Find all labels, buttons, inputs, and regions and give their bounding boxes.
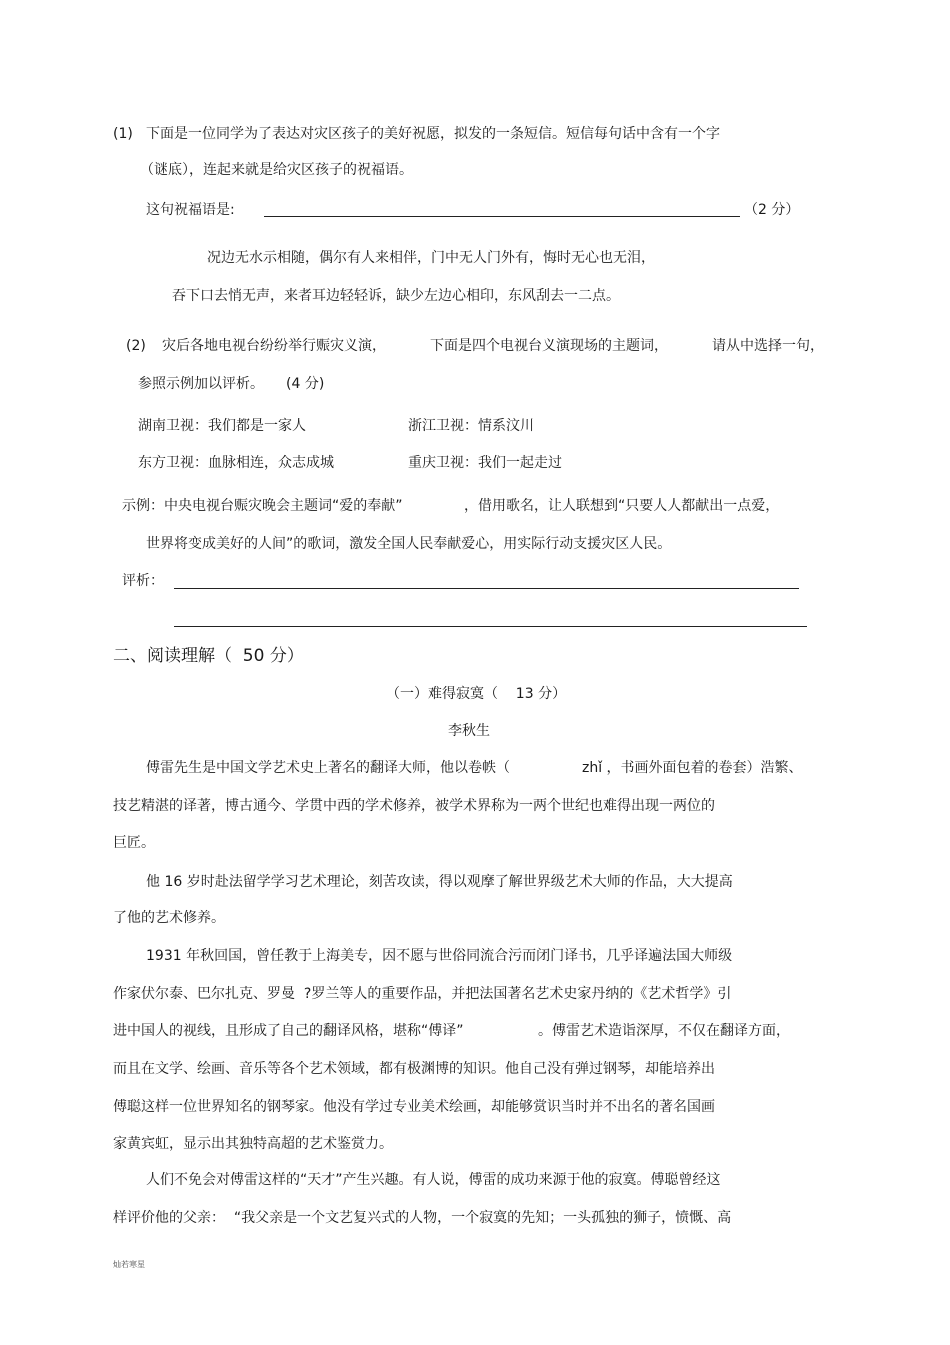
p3-line3-part-b: 。傅雷艺术造诣深厚，不仅在翻译方面， [538, 1023, 790, 1039]
p3-line2: 作家伏尔泰、巴尔扎克、罗曼 ?罗兰等人的重要作品，并把法国著名艺术史家丹纳的《艺术哲学》引 [113, 986, 732, 1002]
q1-intro-line2: （谜底），连起来就是给灾区孩子的祝福语。 [140, 162, 413, 178]
q1-number: (1) [113, 126, 133, 142]
q1-answer-blank[interactable] [264, 216, 740, 217]
passage-author: 李秋生 [448, 723, 490, 739]
p2-line1: 他 16 岁时赴法留学学习艺术理论，刻苦攻读，得以观摩了解世界级艺术大师的作品，大大提高 [146, 874, 733, 890]
passage-title: （一）难得寂寞（ 13 分） [386, 686, 567, 702]
p1-line1-part-b: zhǐ ，书画外面包着的卷套）浩繁、 [582, 760, 803, 776]
q1-intro-line1: 下面是一位同学为了表达对灾区孩子的美好祝愿，拟发的一条短信。短信每句话中含有一个字 [146, 126, 720, 142]
q2-line1-part-c: 请从中选择一句， [712, 338, 824, 354]
q1-riddle-line2: 吞下口去悄无声，来者耳边轻轻诉，缺少左边心相印，东风刮去一二点。 [172, 288, 620, 304]
example-line1-part-a: 示例：中央电视台赈灾晚会主题词“爱的奉献” [122, 498, 403, 514]
p1-line2: 技艺精湛的译著，博古通今、学贯中西的学术修养，被学术界称为一两个世纪也难得出现一两位的 [113, 798, 715, 814]
q1-answer-label: 这句祝福语是: [146, 202, 235, 218]
q2-line2-score: (4 分) [286, 376, 325, 392]
q2-line1-part-a: 灾后各地电视台纷纷举行赈灾义演， [162, 338, 386, 354]
section-title: 二、阅读理解（ 50 分） [113, 646, 304, 666]
q1-score: （2 分） [744, 202, 800, 218]
theme-hunan: 湖南卫视：我们都是一家人 [138, 418, 306, 434]
theme-zhejiang: 浙江卫视：情系汶川 [408, 418, 534, 434]
p2-line2: 了他的艺术修养。 [113, 910, 225, 926]
q2-line2-text: 参照示例加以评析。 [138, 376, 264, 392]
theme-chongqing: 重庆卫视：我们一起走过 [408, 455, 562, 471]
example-line1-part-b: ，借用歌名，让人联想到“只要人人都献出一点爱， [464, 498, 780, 514]
footer-text: 灿若寒星 [113, 1260, 145, 1269]
example-line2: 世界将变成美好的人间”的歌词，激发全国人民奉献爱心，用实际行动支援灾区人民。 [146, 536, 672, 552]
p3-line5: 傅聪这样一位世界知名的钢琴家。他没有学过专业美术绘画，却能够赏识当时并不出名的著名国画 [113, 1099, 715, 1115]
comment-label: 评析： [122, 573, 164, 589]
comment-blank-1[interactable] [174, 588, 799, 589]
p4-line2: 样评价他的父亲： “我父亲是一个文艺复兴式的人物，一个寂寞的先知；一头孤独的狮子，愤慨、高 [113, 1210, 732, 1226]
p3-line1: 1931 年秋回国，曾任教于上海美专，因不愿与世俗同流合污而闭门译书，几乎译遍法国大师级 [146, 948, 733, 964]
comment-blank-2[interactable] [174, 626, 807, 627]
q2-line1-part-b: 下面是四个电视台义演现场的主题词， [430, 338, 668, 354]
q1-riddle-line1: 况边无水示相随，偶尔有人来相伴，门中无人门外有，悔时无心也无泪， [207, 250, 655, 266]
p1-line1-part-a: 傅雷先生是中国文学艺术史上著名的翻译大师，他以卷帙（ [146, 760, 510, 776]
theme-dongfang: 东方卫视：血脉相连，众志成城 [138, 455, 334, 471]
p3-line3-part-a: 进中国人的视线，且形成了自己的翻译风格，堪称“傅译” [113, 1023, 464, 1039]
p1-line3: 巨匠。 [113, 835, 155, 851]
p3-line6: 家黄宾虹，显示出其独特高超的艺术鉴赏力。 [113, 1136, 393, 1152]
p3-line4: 而且在文学、绘画、音乐等各个艺术领域，都有极渊博的知识。他自己没有弹过钢琴，却能培养出 [113, 1061, 715, 1077]
q2-number: (2) [126, 338, 146, 354]
p4-line1: 人们不免会对傅雷这样的“天才”产生兴趣。有人说，傅雷的成功来源于他的寂寞。傅聪曾经这 [146, 1172, 721, 1188]
